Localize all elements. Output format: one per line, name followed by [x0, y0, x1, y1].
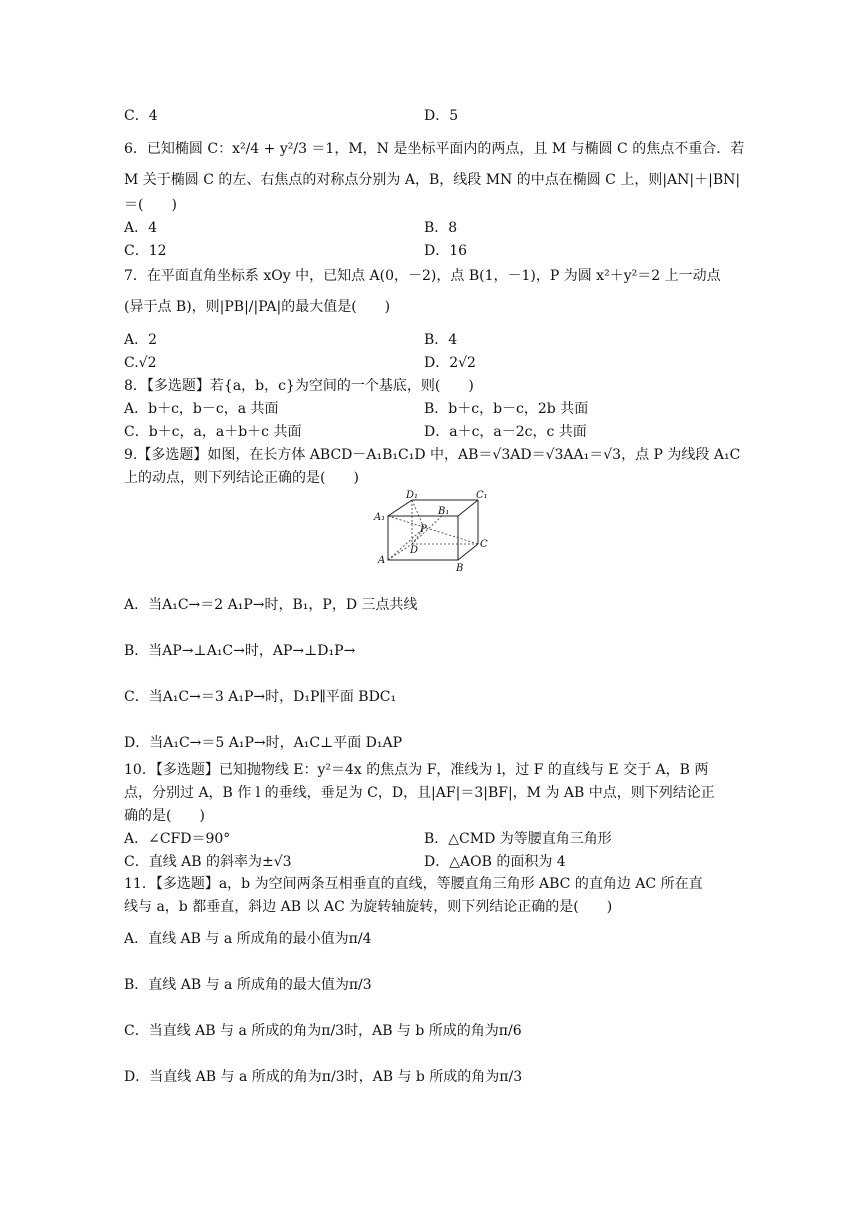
q8-option-d: D．a＋c，a－2c，c 共面 [424, 424, 587, 440]
q9-stem-line2: 上的动点，则下列结论正确的是( ) [124, 470, 359, 486]
label-a1: A₁ [374, 512, 386, 523]
q11-stem-line1: 11．【多选题】a，b 为空间两条互相垂直的直线，等腰直角三角形 ABC 的直角边 AC 所在直 [124, 876, 703, 892]
q10-option-c: C．直线 AB 的斜率为±√3 [124, 854, 292, 870]
q11-option-b: B．直线 AB 与 a 所成角的最大值为π/3 [124, 977, 372, 993]
q7-stem-line2: (异于点 B)，则|PB|/|PA|的最大值是( ) [124, 299, 391, 315]
q8-stem: 8．【多选题】若{a，b，c}为空间的一个基底，则( ) [124, 378, 474, 394]
q10-stem-line3: 确的是( ) [124, 808, 205, 824]
q6-stem-line1: 6．已知椭圆 C：x²/4 + y²/3 ＝1，M，N 是坐标平面内的两点，且 M 与椭圆 C 的焦点不重合．若 [124, 141, 745, 157]
q9-option-a: A．当A₁C→＝2 A₁P→时，B₁，P，D 三点共线 [124, 597, 418, 613]
q7-option-b: B．4 [424, 332, 458, 348]
q10-option-d: D．△AOB 的面积为 4 [424, 854, 566, 870]
label-c: C [480, 539, 488, 550]
diagonal-a1c [388, 516, 478, 544]
label-d1: D₁ [406, 490, 419, 501]
q7-stem-line1: 7．在平面直角坐标系 xOy 中，已知点 A(0，－2)，点 B(1，－1)，P 为圆 x²＋y²＝2 上一动点 [124, 268, 721, 284]
q6-option-c: C．12 [124, 243, 167, 259]
q11-option-c: C．当直线 AB 与 a 所成的角为π/3时，AB 与 b 所成的角为π/6 [124, 1023, 522, 1039]
label-a: A [378, 555, 386, 566]
q10-option-a: A．∠CFD＝90° [124, 831, 231, 847]
q9-option-c: C．当A₁C→＝3 A₁P→时，D₁P∥平面 BDC₁ [124, 689, 397, 705]
q9-stem-line1: 9.【多选题】如图，在长方体 ABCD－A₁B₁C₁D 中，AB＝√3AD＝√3AA₁＝√3，点 P 为线段 A₁C [124, 447, 741, 463]
q8-option-c: C．b＋c，a，a＋b＋c 共面 [124, 424, 302, 440]
label-c1: C₁ [476, 490, 488, 501]
q7-option-a: A．2 [124, 332, 158, 348]
q6-stem-line2: M 关于椭圆 C 的左、右焦点的对称点分别为 A，B，线段 MN 的中点在椭圆 C 上，则|AN|＋|BN| [124, 172, 741, 188]
q8-option-a: A．b＋c，b－c，a 共面 [124, 401, 279, 417]
q9-option-b: B．当AP→⊥A₁C→时，AP→⊥D₁P→ [124, 643, 356, 659]
label-p: P [420, 524, 427, 535]
q6-option-b: B．8 [424, 220, 458, 236]
q11-stem-line2: 线与 a，b 都垂直，斜边 AB 以 AC 为旋转轴旋转，则下列结论正确的是( ) [124, 899, 613, 915]
cuboid-figure [372, 490, 492, 572]
q9-option-d: D．当A₁C→＝5 A₁P→时，A₁C⊥平面 D₁AP [124, 735, 403, 751]
q5-option-c: C．4 [124, 108, 158, 124]
q7-option-d: D．2√2 [424, 355, 476, 371]
q10-stem-line1: 10．【多选题】已知抛物线 E：y²＝4x 的焦点为 F，准线为 l，过 F 的直线与 E 交于 A，B 两 [124, 762, 709, 778]
q11-option-a: A．直线 AB 与 a 所成角的最小值为π/4 [124, 931, 372, 947]
label-b1: B₁ [438, 506, 450, 517]
q10-stem-line2: 点，分别过 A，B 作 l 的垂线，垂足为 C，D，且|AF|＝3|BF|，M 为 AB 中点，则下列结论正 [124, 785, 715, 801]
q6-stem-line3: ＝( ) [124, 197, 177, 213]
label-b: B [456, 563, 464, 572]
q8-option-b: B．b＋c，b－c，2b 共面 [424, 401, 589, 417]
q6-option-d: D．16 [424, 243, 468, 259]
q5-option-d: D．5 [424, 108, 459, 124]
label-d: D [410, 545, 419, 556]
q7-option-c: C.√2 [124, 355, 157, 371]
q11-option-d: D．当直线 AB 与 a 所成的角为π/3时，AB 与 b 所成的角为π/3 [124, 1069, 523, 1085]
q10-option-b: B．△CMD 为等腰直角三角形 [424, 831, 612, 847]
q6-option-a: A．4 [124, 220, 158, 236]
